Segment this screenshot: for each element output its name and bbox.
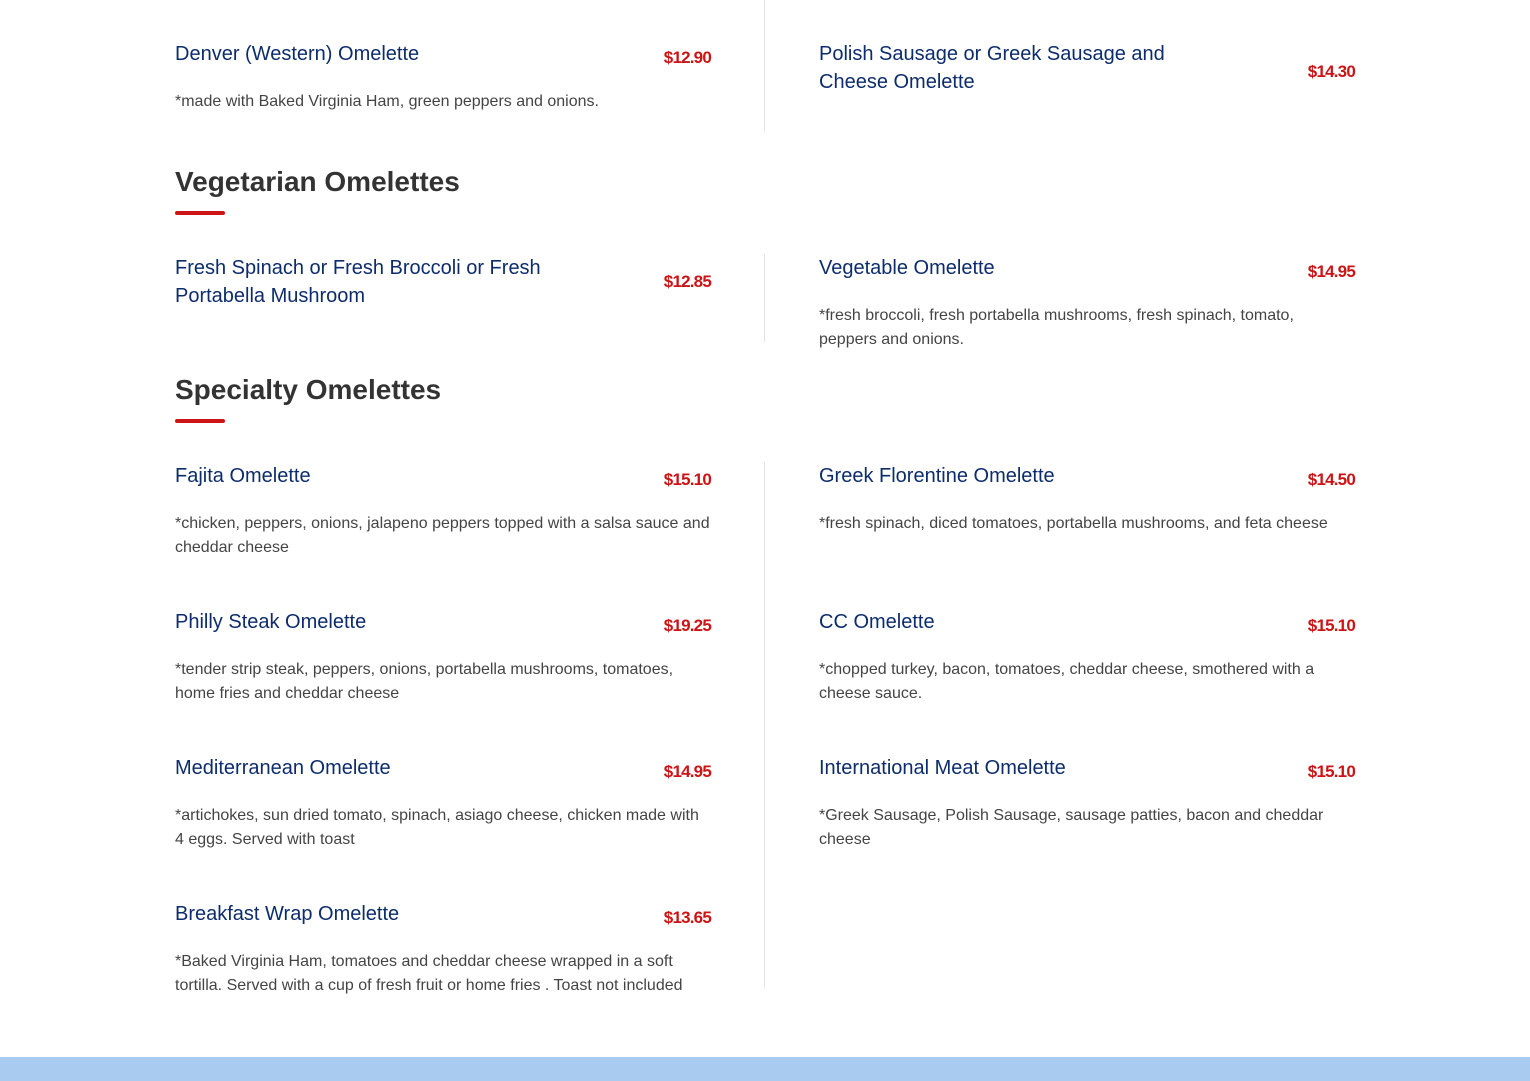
item-description: *chicken, peppers, onions, jalapeno peppers topped with a salsa sauce and cheddar cheese [175,515,710,556]
section-title: Vegetarian Omelettes [175,166,460,197]
column-divider [764,462,765,988]
menu-item [819,254,1355,352]
item-name: Fresh Spinach or Fresh Broccoli or Fresh Portabella Mushroom [175,257,541,307]
section-specialty [175,373,1355,998]
item-price: $13.65 [663,908,711,927]
item-price: $14.50 [1307,470,1355,489]
menu-item [819,462,1355,608]
item-name: Breakfast Wrap Omelette [175,903,400,925]
item-name: Mediterranean Omelette [175,757,391,779]
item-price: $19.25 [663,616,711,635]
item-description: *artichokes, sun dried tomato, spinach, asiago cheese, chicken made with 4 eggs. Served with toast [175,807,699,848]
menu-item [175,754,711,900]
menu-item [819,608,1355,754]
menu-item [175,900,711,998]
column-divider [764,254,765,342]
item-description: *fresh spinach, diced tomatoes, portabella mushrooms, and feta cheese [819,515,1328,532]
menu-column-left [175,462,711,998]
item-price: $12.90 [663,48,711,67]
item-price: $15.10 [663,470,711,489]
item-description: *tender strip steak, peppers, onions, portabella mushrooms, tomatoes, home fries and cheddar cheese [175,661,674,702]
item-name: Greek Florentine Omelette [819,465,1055,487]
item-description: *Greek Sausage, Polish Sausage, sausage patties, bacon and cheddar cheese [819,807,1324,848]
menu-item [175,462,711,608]
item-name: Fajita Omelette [175,465,311,487]
item-description: *chopped turkey, bacon, tomatoes, cheddar cheese, smothered with a cheese sauce. [819,661,1315,702]
item-name: Polish Sausage or Greek Sausage and Cheese Omelette [819,43,1165,93]
menu-column-left [175,40,711,114]
item-name: Denver (Western) Omelette [175,43,420,65]
specialty-grid [175,462,1355,998]
item-name: Philly Steak Omelette [175,611,367,633]
menu-item [175,608,711,754]
column-divider [764,0,765,132]
menu-item [175,40,711,114]
menu-item [819,754,1355,900]
item-description: *fresh broccoli, fresh portabella mushrooms, fresh spinach, tomato, peppers and onions. [819,307,1294,348]
item-price: $15.10 [1307,616,1355,635]
menu-column-right [819,254,1355,352]
item-name: Vegetable Omelette [819,257,995,279]
section-vegetarian [175,165,1355,352]
section-title: Specialty Omelettes [175,374,442,405]
item-price: $14.95 [1307,262,1355,281]
menu-column-left [175,254,711,352]
menu-content [175,0,1355,994]
item-price: $12.85 [663,272,711,291]
menu-column-right [819,40,1355,114]
section-title-underline [175,419,225,423]
menu-item [175,254,711,310]
item-name: CC Omelette [819,611,935,633]
menu-item [819,40,1355,96]
item-price: $15.10 [1307,762,1355,781]
vegetarian-grid [175,254,1355,352]
item-description: *Baked Virginia Ham, tomatoes and cheddar cheese wrapped in a soft tortilla. Served with a cup of fresh fruit or home fries . Toast not included [175,953,683,994]
item-name: International Meat Omelette [819,757,1066,779]
item-price: $14.30 [1307,62,1355,81]
footer-band [0,1057,1530,1081]
section-title-underline [175,211,225,215]
item-price: $14.95 [663,762,711,781]
item-description: *made with Baked Virginia Ham, green peppers and onions. [175,93,599,110]
top-items-grid [175,0,1355,114]
menu-column-right [819,462,1355,998]
